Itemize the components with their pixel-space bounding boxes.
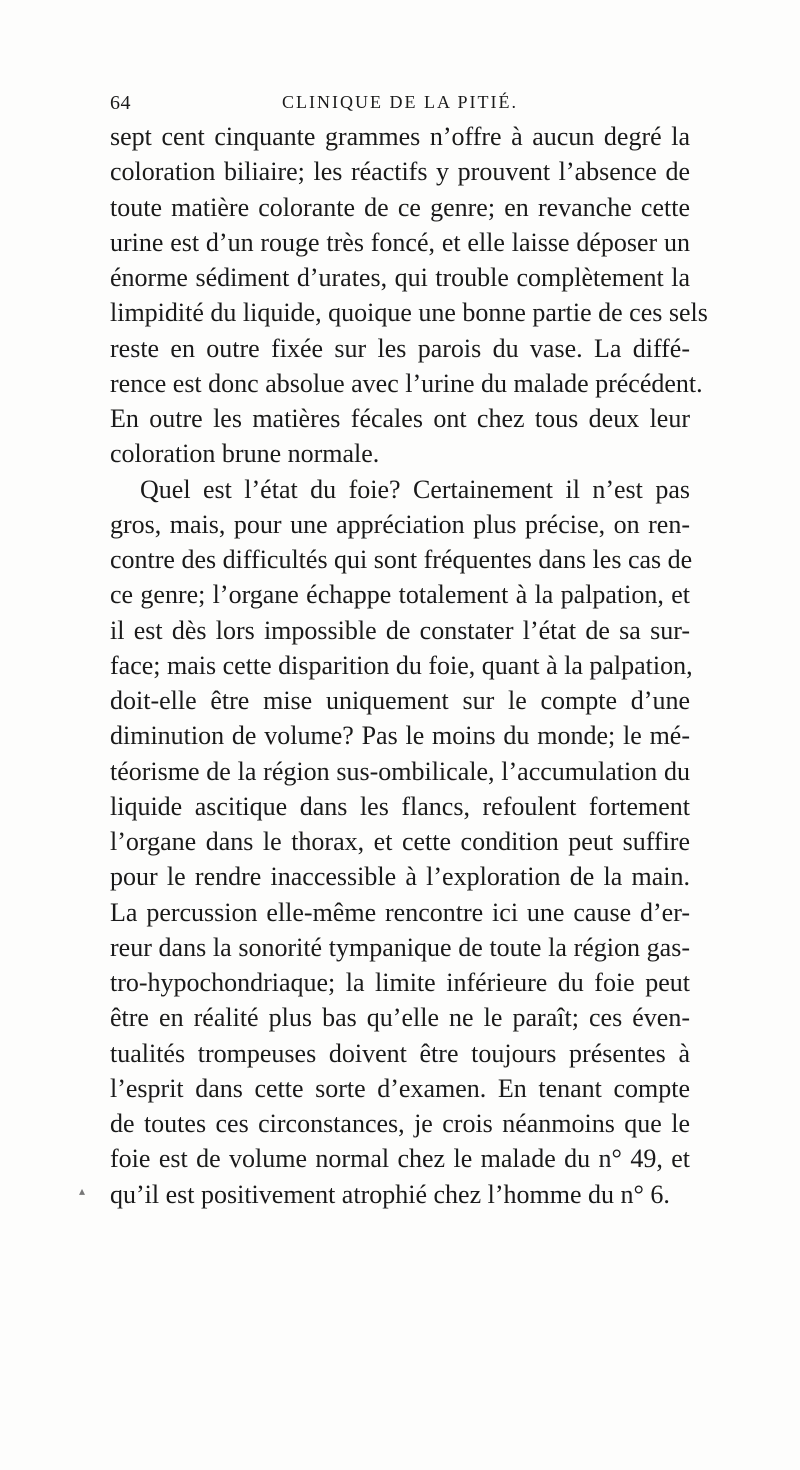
text-line: énorme sédiment d’urates, qui trouble complètement la (110, 263, 690, 292)
text-line: il est dès lors impossible de constater l’état de sa sur- (110, 615, 690, 645)
text-line: limpidité du liquide, quoique une bonne partie de ces sels (110, 298, 708, 328)
text-line: face; mais cette disparition du foie, quant à la palpation, (110, 650, 693, 680)
text-line: qu’il est positivement atrophié chez l’homme du n° 6. (110, 1179, 670, 1209)
text-line: coloration brune normale. (110, 439, 380, 469)
text-line: tro-hypochondriaque; la limite inférieure du foie peut (110, 968, 690, 997)
page-number: 64 (110, 92, 131, 114)
text-line: urine est d’un rouge très foncé, et elle laisse déposer un (110, 227, 690, 257)
text-line: coloration biliaire; les réactifs y prouvent l’absence de (110, 157, 690, 187)
text-line: être en réalité plus bas qu’elle ne le paraît; ces éven- (110, 1003, 690, 1033)
body-text (110, 119, 708, 1212)
text-line: liquide ascitique dans les flancs, refoulent fortement (110, 791, 690, 821)
margin-ink-mark: ▴ (79, 1184, 86, 1198)
text-line: rence est donc absolue avec l’urine du malade précédent. (110, 368, 703, 398)
text-line: En outre les matières fécales ont chez tous deux leur (110, 404, 690, 433)
text-line: ce genre; l’organe échappe totalement à la palpation, et (110, 580, 690, 610)
running-title: CLINIQUE DE LA PITIÉ. (282, 92, 518, 112)
text-line: La percussion elle-même rencontre ici une cause d’er- (110, 897, 690, 927)
text-line: diminution de volume? Pas le moins du monde; le mé- (110, 721, 690, 751)
text-line: foie est de volume normal chez le malade du n° 49, et (110, 1144, 690, 1174)
text-line: pour le rendre inaccessible à l’exploration de la main. (110, 862, 690, 892)
text-line: contre des difficultés qui sont fréquentes dans les cas de (110, 545, 693, 574)
text-line: l’organe dans le thorax, et cette condition peut suffire (110, 827, 690, 856)
text-line: l’esprit dans cette sorte d’examen. En tenant compte (110, 1073, 690, 1103)
text-line: reur dans la sonorité tympanique de toute la région gas- (110, 932, 690, 962)
text-line: de toutes ces circonstances, je crois néanmoins que le (110, 1109, 690, 1138)
running-head (110, 92, 690, 118)
text-line: reste en outre fixée sur les parois du vase. La diffé- (110, 333, 690, 363)
text-line: téorisme de la région sus-ombilicale, l’accumulation du (110, 756, 690, 786)
text-line: toute matière colorante de ce genre; en revanche cette (110, 192, 690, 222)
text-line: sept cent cinquante grammes n’offre à aucun degré la (110, 122, 690, 151)
text-line: gros, mais, pour une appréciation plus précise, on ren- (110, 509, 690, 539)
text-line: Quel est l’état du foie? Certainement il n’est pas (140, 474, 690, 504)
text-line: doit-elle être mise uniquement sur le compte d’une (110, 686, 690, 715)
text-line: tualités trompeuses doivent être toujours présentes à (110, 1038, 690, 1068)
